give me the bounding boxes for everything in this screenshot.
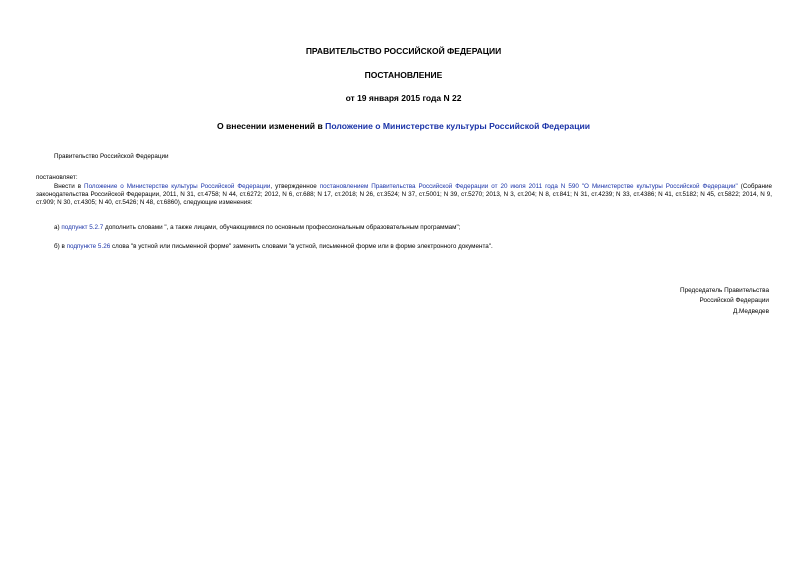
main-text-1: Внести в — [54, 183, 85, 190]
main-text-3: (Собрание законодательства Российской Федерации, 2011, N 31, ст.4758; N 44, ст.6272; 2012, N 6, ст.688; N 17, ст.2018; N 26, ст.3524; N 37, ст.5001; N 39, ст.5270; 2013, N 3, ст.204; N 8, ст.841; N 31, ст.4239; N 33, ст.4386; N 41, ст.5182; N 45, ст.5822; 2014, N 9, ст.909; N 30, ст.4305; N 40, ст.5426; N 48, ст.6860), следующие изменения: — [36, 183, 772, 207]
subject-link[interactable]: Положение о Министерстве культуры Российской Федерации — [325, 121, 591, 131]
header-doc-type: ПОСТАНОВЛЕНИЕ — [364, 70, 443, 80]
signature-block — [680, 286, 769, 317]
regulation-link[interactable]: Положение о Министерстве культуры Российской Федерации — [84, 183, 271, 190]
paragraph-decrees: постановляет: — [36, 174, 78, 181]
document-subject — [0, 121, 807, 131]
paragraph-item-b — [54, 243, 493, 251]
item-b-link[interactable]: подпункте 5.26 — [66, 243, 111, 250]
signature-name: Д.Медведев — [732, 307, 769, 315]
paragraph-government: Правительство Российской Федерации — [54, 153, 169, 160]
item-a-link[interactable]: подпункт 5.2.7 — [61, 224, 104, 231]
item-b-text-2: слова "в устной или письменной форме" заменить словами "в устной, письменной форме или в форме электронного документа". — [110, 243, 493, 250]
signature-organization: Российской Федерации — [699, 297, 769, 305]
subject-prefix: О внесении изменений в — [216, 121, 326, 131]
paragraph-item-a — [54, 224, 460, 232]
signature-title: Председатель Правительства — [680, 287, 769, 294]
header-date-number: от 19 января 2015 года N 22 — [345, 93, 462, 103]
main-text-2: , утвержденное — [270, 183, 320, 190]
header-government: ПРАВИТЕЛЬСТВО РОССИЙСКОЙ ФЕДЕРАЦИИ — [305, 46, 502, 56]
paragraph-main — [36, 183, 772, 208]
item-a-text-2: дополнить словами ", а также лицами, обучающимися по основным профессиональным образовательным программам"; — [103, 224, 461, 231]
item-b-text-1: б) в — [54, 243, 67, 250]
item-a-text-1: а) — [54, 224, 62, 231]
resolution-link[interactable]: постановлением Правительства Российской Федерации от 20 июля 2011 года N 590 "О Министерстве культуры Российской Федерации" — [319, 183, 738, 190]
